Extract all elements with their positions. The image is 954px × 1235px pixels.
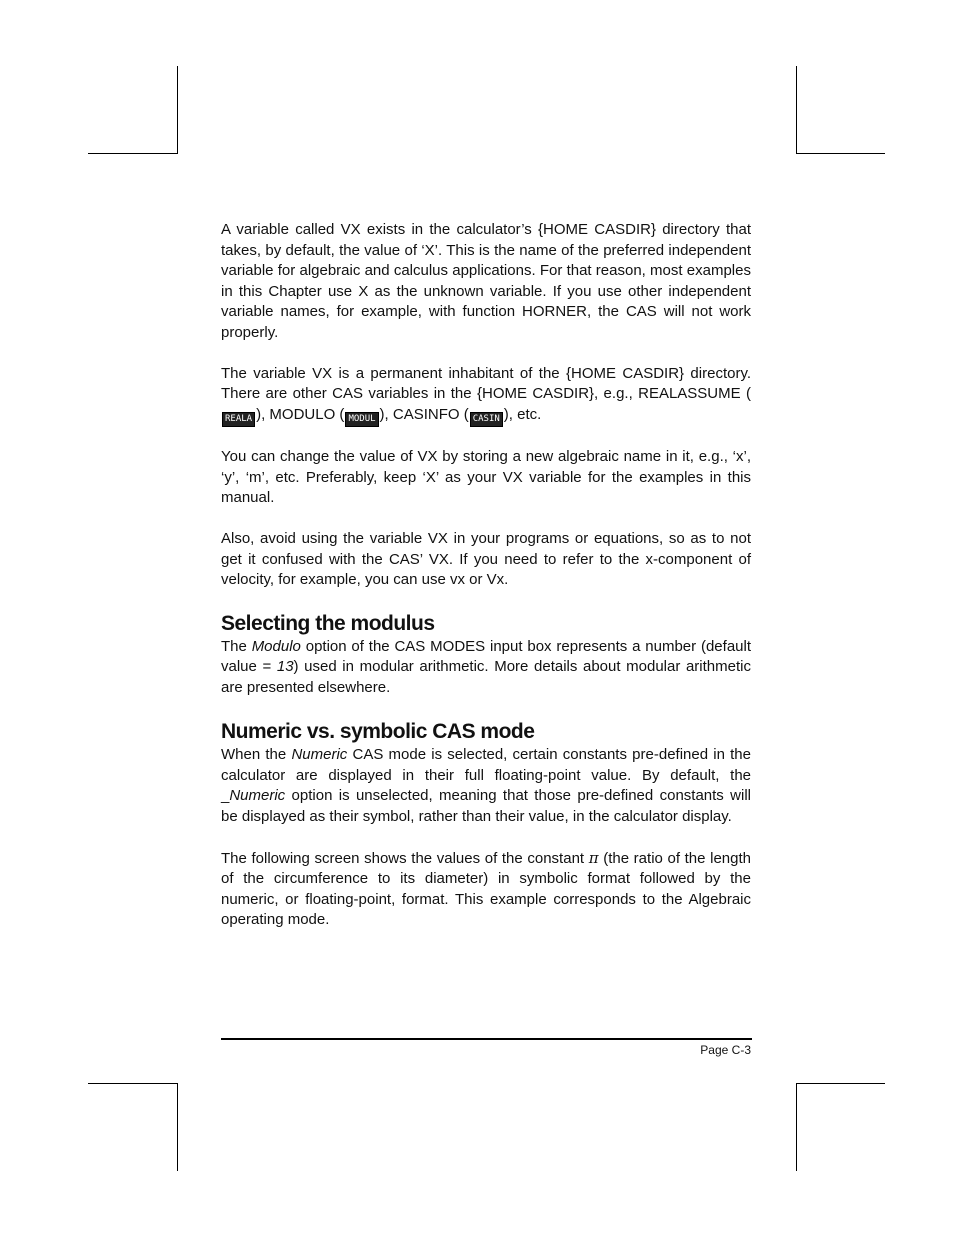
- realassume-softkey-icon: REALA: [222, 412, 255, 427]
- paragraph-pi-example: [221, 848, 751, 931]
- page-body: [221, 220, 751, 951]
- modulus-text-e: ) used in modular arithmetic. More details about modular arithmetic are presented elsewhere.: [221, 658, 751, 696]
- modulus-text-c: option of the CAS MODES input box represents a number (default value =: [221, 637, 752, 675]
- numeric-text-italic-1: Numeric: [291, 746, 348, 763]
- crop-mark-bottom-right-vertical: [796, 1083, 797, 1171]
- paragraph-avoid-vx: Also, avoid using the variable VX in your programs or equations, so as to not get it confused with the CAS’ VX. If you need to refer to the x-component of velocity, for example, you can use vx or Vx.: [221, 530, 751, 588]
- numeric-text-a: When the: [221, 746, 292, 763]
- modulus-text-italic-13: 13: [276, 658, 294, 675]
- paragraph-change-vx: You can change the value of VX by storing a new algebraic name in it, e.g., ‘x’, ‘y’, ‘m’, etc. Preferably, keep ‘X’ as your VX variable for the examples in this manual.: [221, 448, 751, 506]
- crop-mark-bottom-left-horizontal: [88, 1083, 177, 1084]
- paragraph-cas-variables-text-a: The variable VX is a permanent inhabitant of the {HOME CASDIR} directory. There are other CAS variables in the {HOME CASDIR}, e.g., REALASSUME (: [221, 364, 751, 402]
- crop-mark-bottom-right-horizontal: [796, 1083, 885, 1084]
- crop-mark-bottom-left-vertical: [177, 1083, 178, 1171]
- crop-mark-top-right-horizontal: [796, 153, 885, 154]
- crop-mark-top-right-vertical: [796, 66, 797, 154]
- modulus-text-italic-modulo: Modulo: [251, 637, 301, 655]
- heading-numeric-vs-symbolic: Numeric vs. symbolic CAS mode: [221, 720, 535, 743]
- pi-text-a: The following screen shows the values of the constant: [221, 849, 589, 867]
- modulo-softkey-icon: MODUL: [345, 412, 378, 427]
- paragraph-modulus: [221, 637, 751, 699]
- crop-mark-top-left-vertical: [177, 66, 178, 154]
- paragraph-vx-variable: A variable called VX exists in the calculator’s {HOME CASDIR} directory that takes, by default, the value of ‘X’. This is the name of the preferred independent variable for algebraic and calculus applications. For that reason, most examples in this Chapter use X as the unknown variable. If you use other independent variable names, for example, with function HORNER, the CAS will not work properly.: [221, 221, 751, 341]
- crop-mark-top-left-horizontal: [88, 153, 177, 154]
- paragraph-numeric-mode: [221, 745, 751, 827]
- numeric-text-e: option is unselected, meaning that those pre-defined constants will be displayed as their symbol, rather than their value, in the calculator display.: [221, 787, 751, 825]
- heading-selecting-modulus: Selecting the modulus: [221, 611, 435, 635]
- paragraph-cas-variables-text-c: ), CASINFO (: [379, 405, 469, 423]
- numeric-text-c: CAS mode is selected, certain constants pre-defined in the calculator are displayed in their full floating-point value. By default, the _: [221, 746, 751, 804]
- modulus-text-a: The: [221, 637, 252, 655]
- casinfo-softkey-icon: CASIN: [470, 412, 503, 427]
- paragraph-cas-variables: [221, 364, 751, 427]
- paragraph-cas-variables-text-b: ), MODULO (: [256, 405, 345, 423]
- footer-rule: [221, 1038, 752, 1040]
- paragraph-cas-variables-text-d: ), etc.: [503, 405, 542, 423]
- page-number: Page C-3: [700, 1043, 751, 1057]
- pi-symbol: π: [588, 848, 599, 867]
- numeric-text-italic-2: Numeric: [229, 787, 286, 804]
- pi-text-b: (the ratio of the length of the circumference to its diameter) in symbolic format followed by the numeric, or floating-point, format. This example corresponds to the Algebraic operating mode.: [221, 849, 751, 928]
